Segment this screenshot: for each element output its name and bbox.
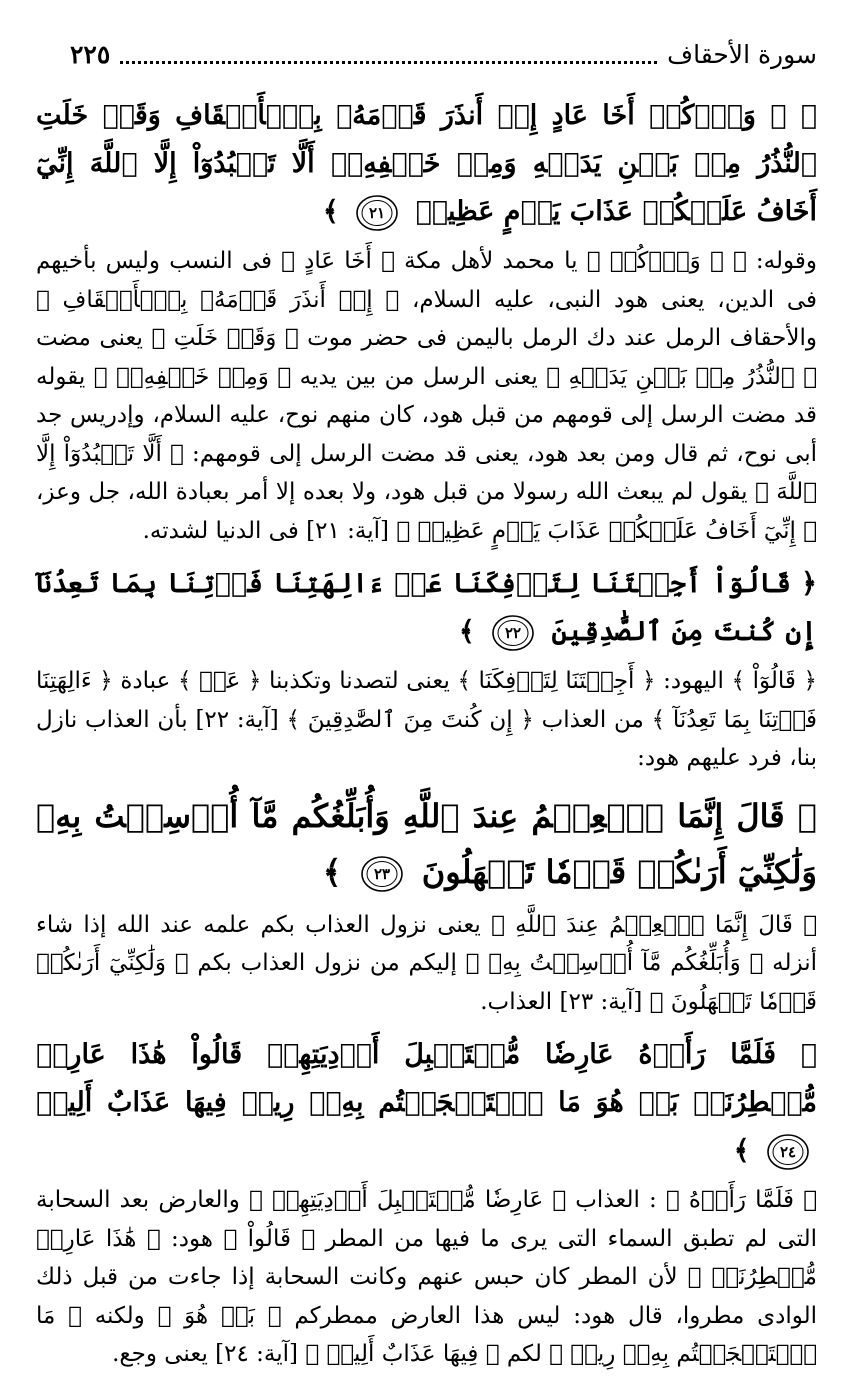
verse-text: ﴿ فَلَمَّا رَأَوۡهُ عَارِضٗا مُّسۡتَقۡبِلَ أَوۡدِيَتِهِمۡ قَالُواْ هَٰذَا عَارِضٞ مُّمۡطِرُنَاۚ بَلۡ هُوَ مَا ٱسۡتَعۡجَلۡتُم بِهِۦۖ رِيحٞ فِيهَا عَذَابٌ أَلِيمٞ [36, 1039, 817, 1118]
ayah-number: ٢٤ [779, 1142, 797, 1161]
header-dotted-leader [120, 61, 657, 64]
commentary-paragraph: ﴿ قَالَ إِنَّمَا ٱلۡعِلۡمُ عِندَ ٱللَّهِ ﴾ يعنى نزول العذاب بكم علمه عند الله إذا شاء أنزله ﴿ وَأُبَلِّغُكُم مَّآ أُرۡسِلۡتُ بِهِۦ ﴾ إليكم من نزول العذاب بكم ﴿ وَلَٰكِنِّيٓ أَرَىٰكُمۡ قَوۡمٗا تَجۡهَلُونَ ﴾ [آية: ٢٣] العذاب. [36, 911, 817, 1015]
ayah-ornament-icon [359, 854, 405, 894]
quran-verse-24 [36, 1031, 817, 1175]
ayah-ornament-icon [490, 613, 536, 653]
ayah-number-ornament [765, 1132, 811, 1172]
verse-text: ﴿ قَالُوٓاْ أَجِئۡتَنَا لِتَأۡفِكَنَا عَنۡ ءَالِهَتِنَا فَأۡتِنَا بِمَا تَعِدُنَآ إِن كُنتَ مِنَ ٱلصَّٰدِقِينَ [36, 568, 817, 647]
surah-title: سورة الأحقاف [667, 39, 817, 69]
ayah-number: ٢٢ [505, 623, 522, 642]
verse-text: ﴿ ۞ وَٱذۡكُرۡ أَخَا عَادٍ إِذۡ أَنذَرَ قَوۡمَهُۥ بِٱلۡأَحۡقَافِ وَقَدۡ خَلَتِ ٱلنُّذُرُ مِنۢ بَيۡنِ يَدَيۡهِ وَمِنۡ خَلۡفِهِۦٓ أَلَّا تَعۡبُدُوٓاْ إِلَّا ٱللَّهَ إِنِّيٓ أَخَافُ عَلَيۡكُمۡ عَذَابَ يَوۡمٍ عَظِيمٖ [36, 100, 817, 227]
ayah-number-ornament [490, 613, 536, 653]
ayah-number-ornament [359, 854, 405, 894]
commentary-paragraph: ﴿ فَلَمَّا رَأَوۡهُ ﴾ : العذاب ﴿ عَارِضٗا مُّسۡتَقۡبِلَ أَوۡدِيَتِهِمۡ ﴾ والعارض بعد السحابة التى لم تطبق السماء التى يرى ما فيها من المطر ﴿ قَالُواْ ﴾ هود: ﴿ هَٰذَا عَارِضٞ مُّمۡطِرُنَاۚ ﴾ لأن المطر كان حبس عنهم وكانت السحابة إذا جاءت من قبل ذلك الوادى مطروا، قال هود: ليس هذا العارض ممطركم ﴿ بَلۡ هُوَ ﴾ ولكنه ﴿ مَا ٱسۡتَعۡجَلۡتُم بِهِۦۖ رِيحٞ ﴾ لكم ﴿ فِيهَا عَذَابٌ أَلِيمٞ ﴾ [آية: ٢٤] يعنى وجع. [36, 1187, 817, 1367]
ayah-ornament-icon [765, 1132, 811, 1172]
closing-bracket: ﴾ [733, 1135, 750, 1166]
quran-verse-22 [36, 560, 817, 656]
quran-verse-21 [36, 92, 817, 236]
commentary-paragraph: وقوله: ﴿ ۞ وَٱذۡكُرۡ ﴾ يا محمد لأهل مكة ﴿ أَخَا عَادٍ ﴾ فى النسب وليس بأخيهم فى الدين، يعنى هود النبى، عليه السلام، ﴿ إِذۡ أَنذَرَ قَوۡمَهُۥ بِٱلۡأَحۡقَافِ ﴾ والأحقاف الرمل عند دك الرمل باليمن فى حضر موت ﴿ وَقَدۡ خَلَتِ ﴾ يعنى مضت ﴿ ٱلنُّذُرُ مِنۢ بَيۡنِ يَدَيۡهِ ﴾ يعنى الرسل من بين يديه ﴿ وَمِنۡ خَلۡفِهِۦٓ ﴾ يقوله قد مضت الرسل إلى قومهم من قبل هود، كان منهم نوح، عليه السلام، وإدريس جد أبى نوح، ثم قال ومن بعد هود، يعنى قد مضت الرسل إلى قومهم: ﴿ أَلَّا تَعۡبُدُوٓاْ إِلَّا ٱللَّهَ ﴾ يقول لم يبعث الله رسولا من قبل هود، ولا بعده إلا أمر بعبادة الله، جل وعز، ﴿ إِنِّيٓ أَخَافُ عَلَيۡكُمۡ عَذَابَ يَوۡمٍ عَظِيمٖ ﴾ [آية: ٢١] فى الدنيا لشدته. [36, 248, 817, 544]
ayah-number: ٢١ [369, 203, 386, 222]
ayah-number-ornament [354, 193, 400, 233]
closing-bracket: ﴾ [458, 616, 475, 647]
page-body [36, 92, 817, 1384]
closing-bracket: ﴾ [322, 852, 342, 891]
quran-verse-23 [36, 788, 817, 900]
verse-text: ﴿ قَالَ إِنَّمَا ٱلۡعِلۡمُ عِندَ ٱللَّهِ وَأُبَلِّغُكُم مَّآ أُرۡسِلۡتُ بِهِۦ وَلَٰكِنِّيٓ أَرَىٰكُمۡ قَوۡمٗا تَجۡهَلُونَ [36, 796, 817, 891]
page-number: ٢٢٥ [70, 39, 111, 69]
ayah-number: ٢٣ [373, 865, 390, 883]
commentary-paragraph: ﴿ قَالُوٓاْ ﴾ اليهود: ﴿ أَجِئۡتَنَا لِتَأۡفِكَنَا ﴾ يعنى لتصدنا وتكذبنا ﴿ عَنۡ ﴾ عبادة ﴿ ءَالِهَتِنَا فَأۡتِنَا بِمَا تَعِدُنَآ ﴾ من العذاب ﴿ إِن كُنتَ مِنَ ٱلصَّٰدِقِينَ ﴾ [آية: ٢٢] بأن العذاب نازل بنا، فرد عليهم هود: [36, 668, 817, 771]
closing-bracket: ﴾ [322, 196, 339, 227]
page-header [70, 34, 817, 74]
ayah-ornament-icon [354, 193, 400, 233]
